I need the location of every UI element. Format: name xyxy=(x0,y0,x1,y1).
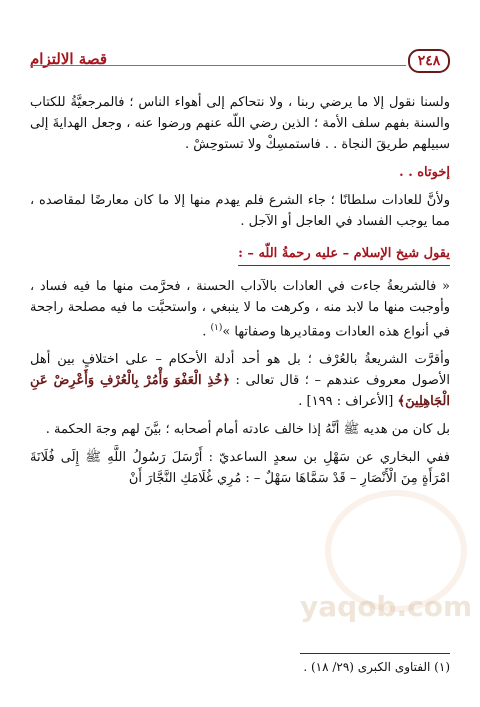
book-title: قصة الالتزام xyxy=(30,50,107,68)
page-header xyxy=(30,46,450,78)
section-heading-ikhwatah: إخوتاه . . xyxy=(399,165,450,180)
paragraph-1: ولسنا نقول إلا ما يرضي ربنا ، ولا نتحاكم إلى أهواء الناس ؛ فالمرجعيَّةُ للكتاب والسنة بفهم سلف الأمة ؛ الذين رضي اللّه عنهم ورضوا عنه ، وجعل الهدايةَ إلى سبيلهم طريقَ النجاة . . فاستمسِكْ ولا تستوحِشْ . xyxy=(30,95,450,152)
paragraph-5: بل كان من هديه ﷺ أنَّهُ إذا خالف عادته أمام أصحابه ؛ بيَّنَ لهم وجهَ الحكمة . xyxy=(45,422,450,438)
footnote: (١) الفتاوى الكبرى (٢٩/ ١٨) . xyxy=(303,660,450,674)
paragraph-2: ولأنَّ للعادات سلطانًا ؛ جاء الشرع فلم يهدم منها إلا ما كان معارضًا لمقاصده ، مما يوجب الفساد في العاجل أو الآجل . xyxy=(30,193,450,229)
watermark-text: yaqob.com xyxy=(300,590,473,623)
paragraph-6 xyxy=(30,447,450,489)
verse-reference: [الأعراف : ١٩٩] . xyxy=(298,394,394,410)
paragraph-4-text: وأقرَّت الشريعةُ بالعُرْف ؛ بل هو أحد أدلة الأحكام – على اختلافٍ بين أهل الأصول معروف عندهم – ؛ قال تعالى : xyxy=(30,352,450,389)
hadith-intro: ففي البخاري عن سَهْلِ بن سعدٍ الساعديّ : xyxy=(208,450,450,466)
page-number: ٢٤٨ xyxy=(408,49,450,73)
quran-verse: ﴿خُذِ الْعَفْوَ وَأْمُرْ بِالْعُرْفِ وَأَعْرِضْ عَنِ الْجَاهِلِينَ﴾ xyxy=(30,373,450,410)
ibn-taymiyya-quote: « فالشريعةُ جاءت في العادات بالآداب الحسنة ، فحرَّمت منها ما فيه فساد ، وأوجبت منها ما لابد منه ، وكرهت ما لا ينبغي ، واستحبَّت ما فيه مصلحة راجحة في أنواع هذه العادات ومقاديرها وصفاتها » xyxy=(30,279,450,340)
footnote-ref: (١) xyxy=(210,323,223,333)
header-rule xyxy=(30,65,406,66)
paragraph-4 xyxy=(30,349,450,412)
hadith-text: أَرْسَلَ رَسُولُ اللَّهِ ﷺ إِلَى فُلَانَةَ امْرَأَةٍ مِنَ الْأَنْصَارِ – قَدْ سَمَّاهَا سَهْلٌ – : مُرِي غُلَامَكِ النَّجَّارَ أَنْ xyxy=(30,450,450,487)
paragraph-3: « فالشريعةُ جاءت في العادات بالآداب الحسنة ، فحرَّمت منها ما فيه فساد ، وأوجبت منها ما لابد منه ، وكرهت ما لا ينبغي ، واستحبَّت ما فيه مصلحة راجحة في أنواع هذه العادات ومقاديرها وصفاتها »$^{(١)}$ . xyxy=(30,279,450,340)
page-body xyxy=(30,92,450,496)
footnote-rule xyxy=(300,653,450,654)
quote-heading: يقول شيخ الإسلام – عليه رحمةُ اللّه – : xyxy=(238,243,450,266)
